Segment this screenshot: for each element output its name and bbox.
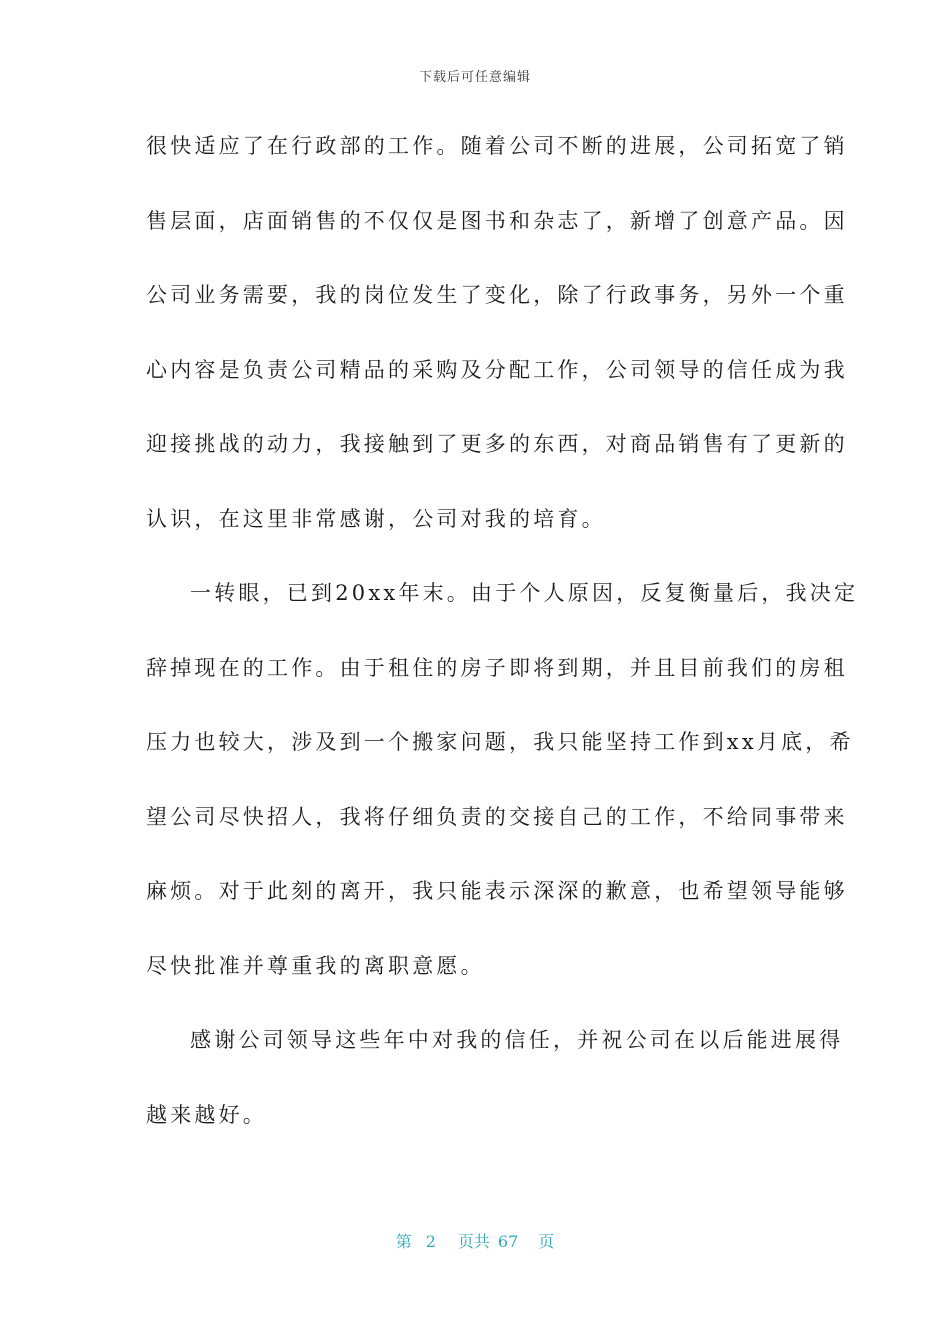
paragraph-line: 心内容是负责公司精品的采购及分配工作，公司领导的信任成为我: [146, 357, 848, 382]
footer-middle: 页共: [457, 1232, 490, 1251]
footer-prefix: 第: [395, 1232, 412, 1251]
paragraph-line: 一转眼，已到20xx年末。由于个人原因，反复衡量后，我决定: [190, 581, 859, 605]
page-header: [0, 66, 950, 85]
paragraph-line: 尽快批准并尊重我的离职意愿。: [146, 953, 485, 978]
paragraph-line: 望公司尽快招人，我将仔细负责的交接自己的工作，不给同事带来: [146, 804, 848, 829]
footer-suffix: 页: [538, 1232, 555, 1251]
paragraph-line: 售层面，店面销售的不仅仅是图书和杂志了，新增了创意产品。因: [146, 208, 848, 233]
paragraph-line: 很快适应了在行政部的工作。随着公司不断的进展，公司拓宽了销: [146, 134, 848, 158]
paragraph-line: 公司业务需要，我的岗位发生了变化，除了行政事务，另外一个重: [146, 283, 848, 307]
paragraph-line: 感谢公司领导这些年中对我的信任，并祝公司在以后能进展得: [190, 1028, 844, 1052]
footer-current-page: 2: [425, 1232, 436, 1251]
paragraph-line: 越来越好。: [146, 1102, 267, 1127]
paragraph-line: 认识，在这里非常感谢，公司对我的培育。: [146, 506, 606, 531]
paragraph-line: 辞掉现在的工作。由于租住的房子即将到期，并且目前我们的房租: [146, 655, 848, 680]
header-text: 下载后可任意编辑: [418, 70, 531, 85]
footer-total-pages: 67: [497, 1232, 519, 1251]
paragraph-line: 迎接挑战的动力，我接触到了更多的东西，对商品销售有了更新的: [146, 432, 848, 456]
paragraph-line: 麻烦。对于此刻的离开，我只能表示深深的歉意，也希望领导能够: [146, 879, 848, 903]
page-footer: [0, 1229, 950, 1252]
paragraph-line: 压力也较大，涉及到一个搬家问题，我只能坚持工作到xx月底，希: [146, 730, 854, 754]
document-body: [146, 126, 859, 1169]
